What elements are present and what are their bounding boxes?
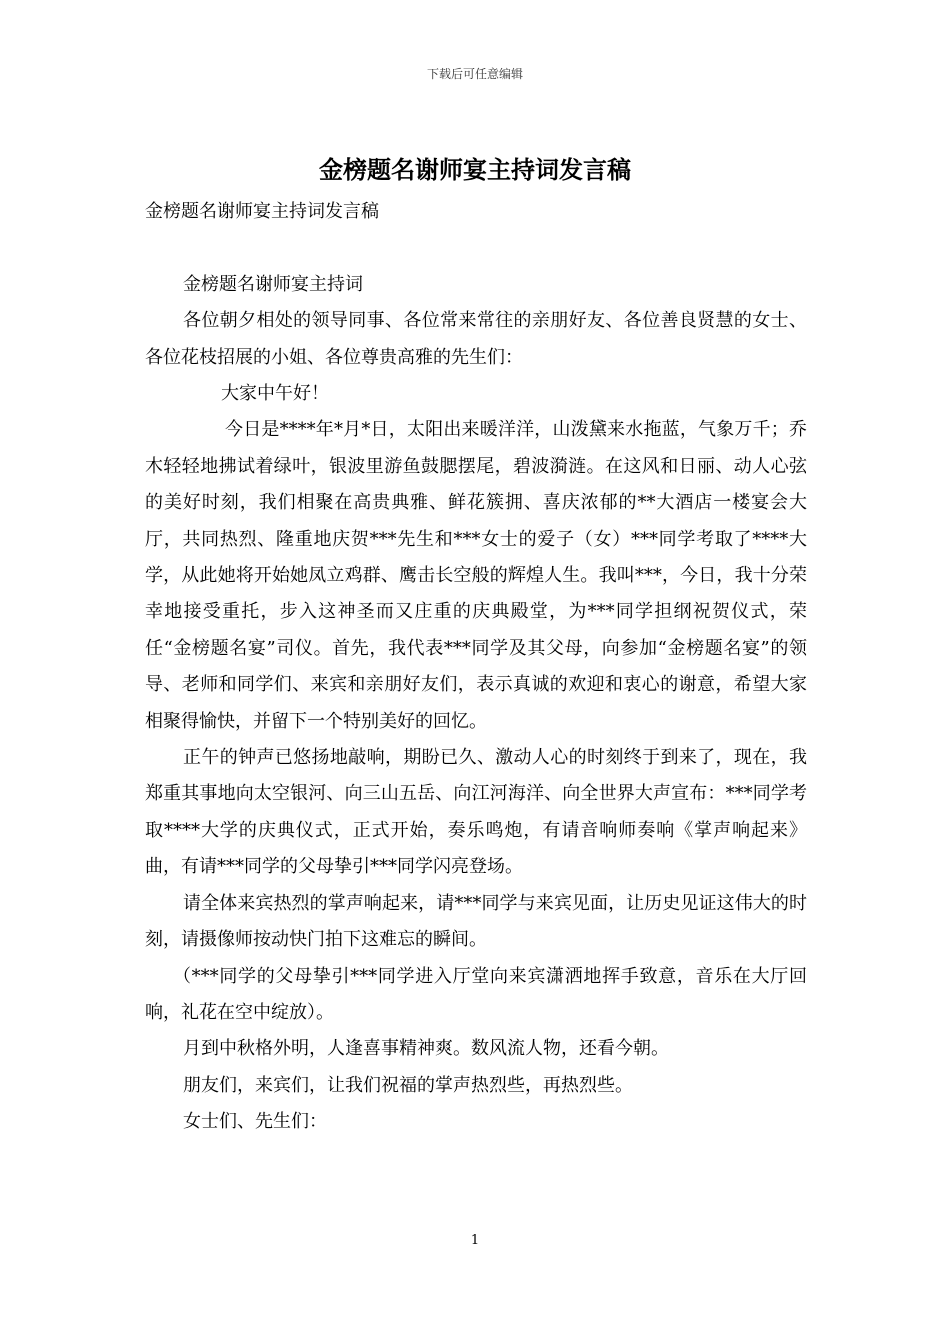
paragraph-good-noon: 大家中午好！: [221, 383, 329, 405]
page-number: 1: [470, 1233, 480, 1248]
paragraph-applause-request: 请全体来宾热烈的掌声响起来，请***同学与来宾见面，让历史见证这伟大的时刻，请摄像师按动快门拍下这难忘的瞬间。: [145, 892, 807, 951]
paragraph-verse: 月到中秋格外明，人逢喜事精神爽。数风流人物，还看今朝。: [183, 1038, 669, 1060]
paragraph-friends: 朋友们，来宾们，让我们祝福的掌声热烈些，再热烈些。: [183, 1074, 633, 1096]
paragraph-opening-speech: 今日是****年*月*日，太阳出来暖洋洋，山泼黛来水拖蓝，气象万千；乔木轻轻地拂试着绿叶，银波里游鱼鼓腮摆尾，碧波漪涟。在这风和日丽、动人心弦的美好时刻，我们相聚在高贵典雅、鲜花簇拥、喜庆浓郁的**大酒店一楼宴会大厅，共同热烈、隆重地庆贺***先生和***女士的爱子（女）***同学考取了****大学，从此她将开始她凤立鸡群、鹰击长空般的辉煌人生。我叫***，今日，我十分荣幸地接受重托，步入这神圣而又庄重的庆典殿堂，为***同学担纲祝贺仪式，荣任“金榜题名宴”司仪。首先，我代表***同学及其父母，向参加“金榜题名宴”的领导、老师和同学们、来宾和亲朋好友们，表示真诚的欢迎和衷心的谢意，希望大家相聚得愉快，并留下一个特别美好的回忆。: [145, 419, 807, 732]
paragraph-ceremony-announcement: 正午的钟声已悠扬地敲响，期盼已久、激动人心的时刻终于到来了，现在，我郑重其事地向太空银河、向三山五岳、向江河海洋、向全世界大声宣布：***同学考取****大学的庆典仪式，正式开始，奏乐鸣炮，有请音响师奏响《掌声响起来》曲，有请***同学的父母挚引***同学闪亮登场。: [145, 747, 807, 878]
paragraph-ladies-gentlemen: 女士们、先生们：: [183, 1111, 327, 1133]
document-subtitle: 金榜题名谢师宴主持词发言稿: [145, 201, 379, 222]
paragraph-greeting-audience: 各位朝夕相处的领导同事、各位常来常往的亲朋好友、各位善良贤慧的女士、各位花枝招展的小姐、各位尊贵高雅的先生们：: [145, 310, 807, 368]
document-body: [145, 194, 807, 1141]
document-title: 金榜题名谢师宴主持词发言稿: [319, 155, 631, 184]
header-note: 下载后可任意编辑: [426, 67, 523, 81]
paragraph-stage-direction: （***同学的父母挚引***同学进入厅堂向来宾潇洒地挥手致意，音乐在大厅回响，礼花在空中绽放）。: [145, 965, 807, 1023]
paragraph-heading: 金榜题名谢师宴主持词: [183, 273, 363, 295]
blank-line: [145, 230, 807, 266]
